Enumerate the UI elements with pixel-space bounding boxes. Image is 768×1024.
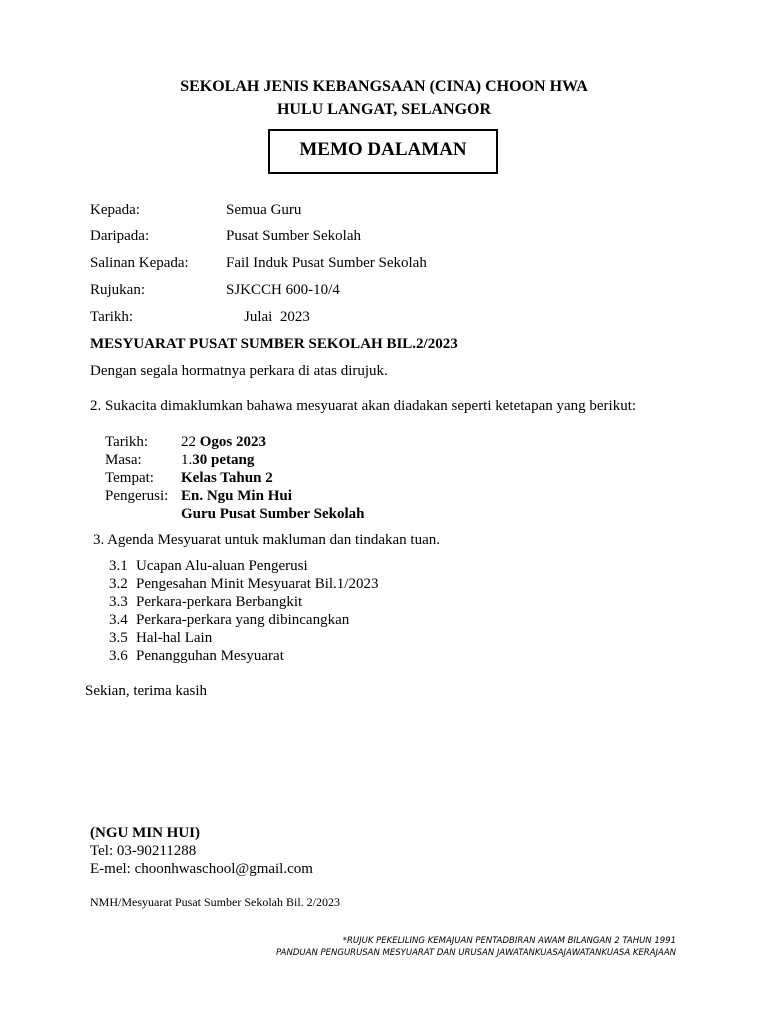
header-tarikh: [90, 309, 310, 326]
detail-tarikh-month: Ogos 2023: [199, 434, 267, 450]
agenda-item: [109, 558, 308, 575]
school-location: HULU LANGAT, SELANGOR: [276, 101, 492, 118]
detail-masa-hour: 1.: [181, 452, 193, 468]
agenda-item: [109, 648, 284, 665]
memo-title: MEMO DALAMAN: [299, 139, 467, 160]
header-salinan: [90, 255, 427, 272]
agenda-text: Penangguhan Mesyuarat: [136, 648, 284, 664]
tarikh-label: Tarikh:: [90, 309, 134, 325]
agenda-text: Hal-hal Lain: [136, 630, 213, 646]
header-rujukan: [90, 282, 340, 299]
detail-tarikh-label: Tarikh:: [105, 434, 149, 450]
school-name: SEKOLAH JENIS KEBANGSAAN (CINA) CHOON HWA: [180, 78, 588, 95]
daripada-value: Pusat Sumber Sekolah: [226, 228, 361, 244]
closing-text: Sekian, terima kasih: [85, 683, 208, 699]
agenda-item: [109, 612, 349, 629]
paragraph-2: 2. Sukacita dimaklumkan bahawa mesyuarat akan diadakan seperti ketetapan yang berikut:: [90, 398, 637, 414]
detail-tempat-value: Kelas Tahun 2: [181, 470, 273, 486]
salinan-value: Fail Induk Pusat Sumber Sekolah: [226, 255, 427, 271]
agenda-text: Perkara-perkara Berbangkit: [136, 594, 303, 610]
detail-masa-label: Masa:: [105, 452, 142, 468]
footnote-line-1: *RUJUK PEKELILING KEMAJUAN PENTADBIRAN AWAM BILANGAN 2 TAHUN 1991: [342, 936, 676, 946]
agenda-number: 3.2: [109, 576, 128, 592]
paragraph-1: Dengan segala hormatnya perkara di atas dirujuk.: [90, 363, 388, 379]
header-kepada: [90, 202, 301, 219]
agenda-item: [109, 594, 302, 611]
detail-pengerusi: [105, 488, 292, 505]
footnote-line-2: PANDUAN PENGURUSAN MESYUARAT DAN URUSAN JAWATANKUASAJAWATANKUASA KERAJAAN: [275, 948, 676, 958]
detail-pengerusi-title: Guru Pusat Sumber Sekolah: [181, 506, 365, 522]
agenda-item: [109, 630, 212, 647]
paragraph-3: 3. Agenda Mesyuarat untuk makluman dan tindakan tuan.: [93, 532, 440, 548]
agenda-number: 3.4: [109, 612, 128, 628]
kepada-value: Semua Guru: [226, 202, 302, 218]
agenda-number: 3.3: [109, 594, 128, 610]
signatory-name: (NGU MIN HUI): [90, 825, 200, 841]
daripada-label: Daripada:: [90, 228, 150, 244]
signatory-tel: Tel: 03-90211288: [90, 843, 197, 859]
detail-tarikh: [105, 434, 266, 451]
detail-tempat: [105, 470, 273, 487]
detail-tempat-label: Tempat:: [105, 470, 154, 486]
signatory-email: E-mel: choonhwaschool@gmail.com: [90, 861, 313, 877]
agenda-number: 3.1: [109, 558, 128, 574]
detail-masa: [105, 452, 254, 469]
memo-title-box: [268, 129, 498, 174]
rujukan-value: SJKCCH 600-10/4: [226, 282, 340, 298]
salinan-label: Salinan Kepada:: [90, 255, 189, 271]
memo-subject: MESYUARAT PUSAT SUMBER SEKOLAH BIL.2/2023: [90, 336, 458, 352]
detail-pengerusi-label: Pengerusi:: [105, 488, 169, 504]
agenda-number: 3.6: [109, 648, 128, 664]
rujukan-label: Rujukan:: [90, 282, 145, 298]
tarikh-value: Julai 2023: [244, 309, 310, 325]
detail-tarikh-day: 22: [181, 434, 200, 450]
agenda-item: [109, 576, 378, 593]
agenda-text: Perkara-perkara yang dibincangkan: [136, 612, 350, 628]
agenda-text: Pengesahan Minit Mesyuarat Bil.1/2023: [136, 576, 379, 592]
detail-pengerusi-name: En. Ngu Min Hui: [181, 488, 292, 504]
header-daripada: [90, 228, 361, 245]
reference-line: NMH/Mesyuarat Pusat Sumber Sekolah Bil. 2/2023: [90, 895, 340, 909]
detail-masa-rest: 30 petang: [192, 452, 255, 468]
kepada-label: Kepada:: [90, 202, 140, 218]
agenda-text: Ucapan Alu-aluan Pengerusi: [136, 558, 308, 574]
agenda-number: 3.5: [109, 630, 128, 646]
